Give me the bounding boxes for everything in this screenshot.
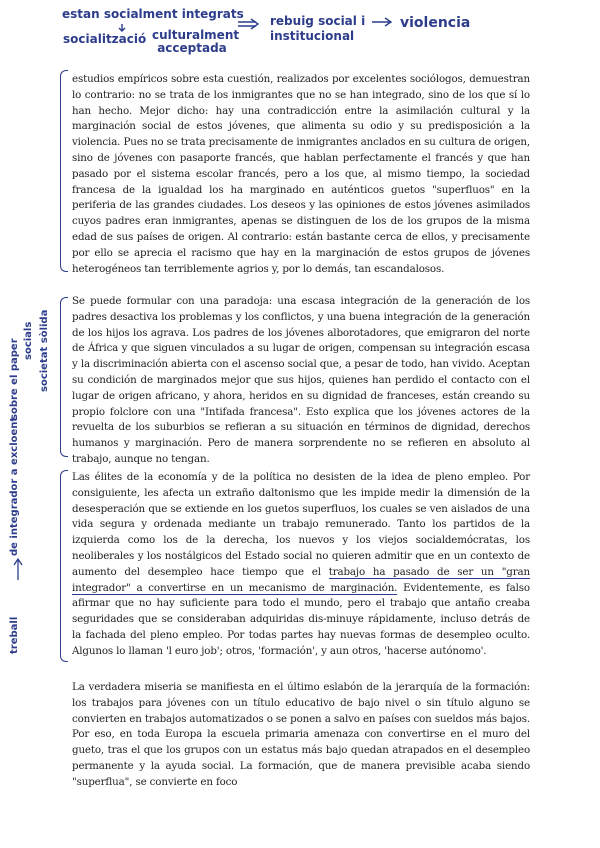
margin-annotation-1a: sobre el paper — [9, 338, 20, 420]
margin-annotation-2: societat sòlida — [39, 309, 50, 392]
margin-annotation-1b: socials — [23, 321, 34, 360]
bracket-paragraph-3 — [60, 470, 68, 662]
paragraph-4: La verdadera miseria se manifiesta en el último eslabón de la jerarquía de la formación: los trabajos para jóvenes con un título educativo de bajo nivel o sin título alguno se convierten en trabajos automatizados o se ponen a salvo en países con sueldos más bajos. Por eso, en toda Europa la escuela primaria amenaza con convertirse en el muro del gueto, tras el que los grupos con un estatus más bajo quedan atrapados en el desempleo permanente y la ayuda social. La formación, que de manera previsible acaba siendo "superflua", se convierte en foco — [72, 681, 530, 788]
paragraph-3 — [72, 470, 530, 660]
annotation-top-violencia: violencia — [400, 15, 471, 31]
bracket-paragraph-2 — [60, 297, 68, 457]
annotation-top-socialitzacio: socialització — [63, 32, 147, 46]
margin-annotation-3b: de integrador a excloent — [9, 416, 20, 556]
paragraph-2: Se puede formular con una paradoja: una escasa integración de la generación de los padres desactiva los problemas y los conflictos, y una buena integración de la generación de los hijos los agrava. Los padres de los jóvenes alborotadores, que emigraron del norte de África y que siguen vinculados a su lugar de origen, compensan su integración escasa y la discriminación abierta con el ascenso social que, a pesar de todo, han vivido. Aceptan su condición de marginados mejor que sus hijos, quienes han perdido el contacto con el lugar de origen africano, y ahora, heridos en su dignidad de franceses, están creando su propio folclore con una "Intifada francesa". Esto explica que los jóvenes actores de la revuelta de los suburbios se refieran a su situación en términos de dignidad, derechos humanos y marginación. Pero de manera sorprendente no se refieren en absoluto al trabajo, aunque no tengan. — [72, 295, 530, 465]
arrow-down-icon — [119, 24, 125, 31]
arrow-right-icon — [372, 18, 391, 26]
paragraph-3-text-after: Evidentemente, es falso afirmar que no hay suficiente para todo el mundo, pero el trabajo que antaño creaba seguridades que se consideraban adquiridas dis-minuye rápidamente, incluso detrás de la fachada del pleno empleo. Por todas partes hay nuevas formas de desempleo oculto. Algunos lo llaman 'l euro job'; otros, 'formación', y aun otros, 'hacerse autónomo'. — [72, 581, 530, 657]
margin-arrow-icon — [14, 559, 22, 580]
paragraph-1: estudios empíricos sobre esta cuestión, realizados por excelentes sociólogos, demuestran lo contrario: no se trata de los inmigrantes que no se han integrado, sino de los que sí lo han hecho. Mejor dicho: hay una contradicción entre la asimilación cultural y la marginación social de estos jóvenes, que alimenta su odio y su predisposición a la violencia. Pues no se trata precisamente de inmigrantes anclados en su cultura de origen, sino de jóvenes con pasaporte francés, que hablan perfectamente el francés y que han pasado por el sistema escolar francés, pero a los que, al mismo tiempo, la sociedad francesa de la igualdad los ha marginado en auténticos guetos "superfluos" en la periferia de las grandes ciudades. Los deseos y las opiniones de estos jóvenes asimilados cuyos padres eran inmigrantes, apenas se distinguen de los de los grupos de la misma edad de sus países de origen. Al contrario: están bastante cerca de ellos, y precisamente por ello se aprecia el racismo que hay en la marginación de estos grupos de jóvenes heterogéneos tan terriblemente agrios y, por lo demás, tan escandalosos. — [72, 73, 530, 275]
paragraph-3-text-before: Las élites de la economía y de la política no desisten de la idea de pleno empleo. Por consiguiente, les afecta un extraño daltonismo que les impide medir la dimensión de la desesperación que se extiende en los guetos superfluos, los cuales se ven aislados de una vida segura y ordenada mediante un trabajo remunerado. Tanto los partidos de la izquierda como los de la derecha, los nuevos y los viejos socialdemócratas, los neoliberales y los nostálgicos del Estado social no quieren admitir que en un contexto de aumento del desempleo hace tiempo que el — [72, 471, 530, 578]
annotation-top-rebuig: rebuig social i institucional — [270, 14, 366, 43]
margin-annotation-3a: treball — [9, 616, 20, 654]
bracket-paragraph-1 — [60, 70, 68, 272]
annotation-top-line1: estan socialment integrats — [62, 7, 244, 21]
double-arrow-icon — [238, 19, 258, 29]
underlined-passage: trabajo ha pasado de ser un "gran integrador" a convertirse en un mecanismo de marginación. — [72, 565, 530, 594]
annotation-top-culturalment: culturalment acceptada — [152, 28, 240, 55]
